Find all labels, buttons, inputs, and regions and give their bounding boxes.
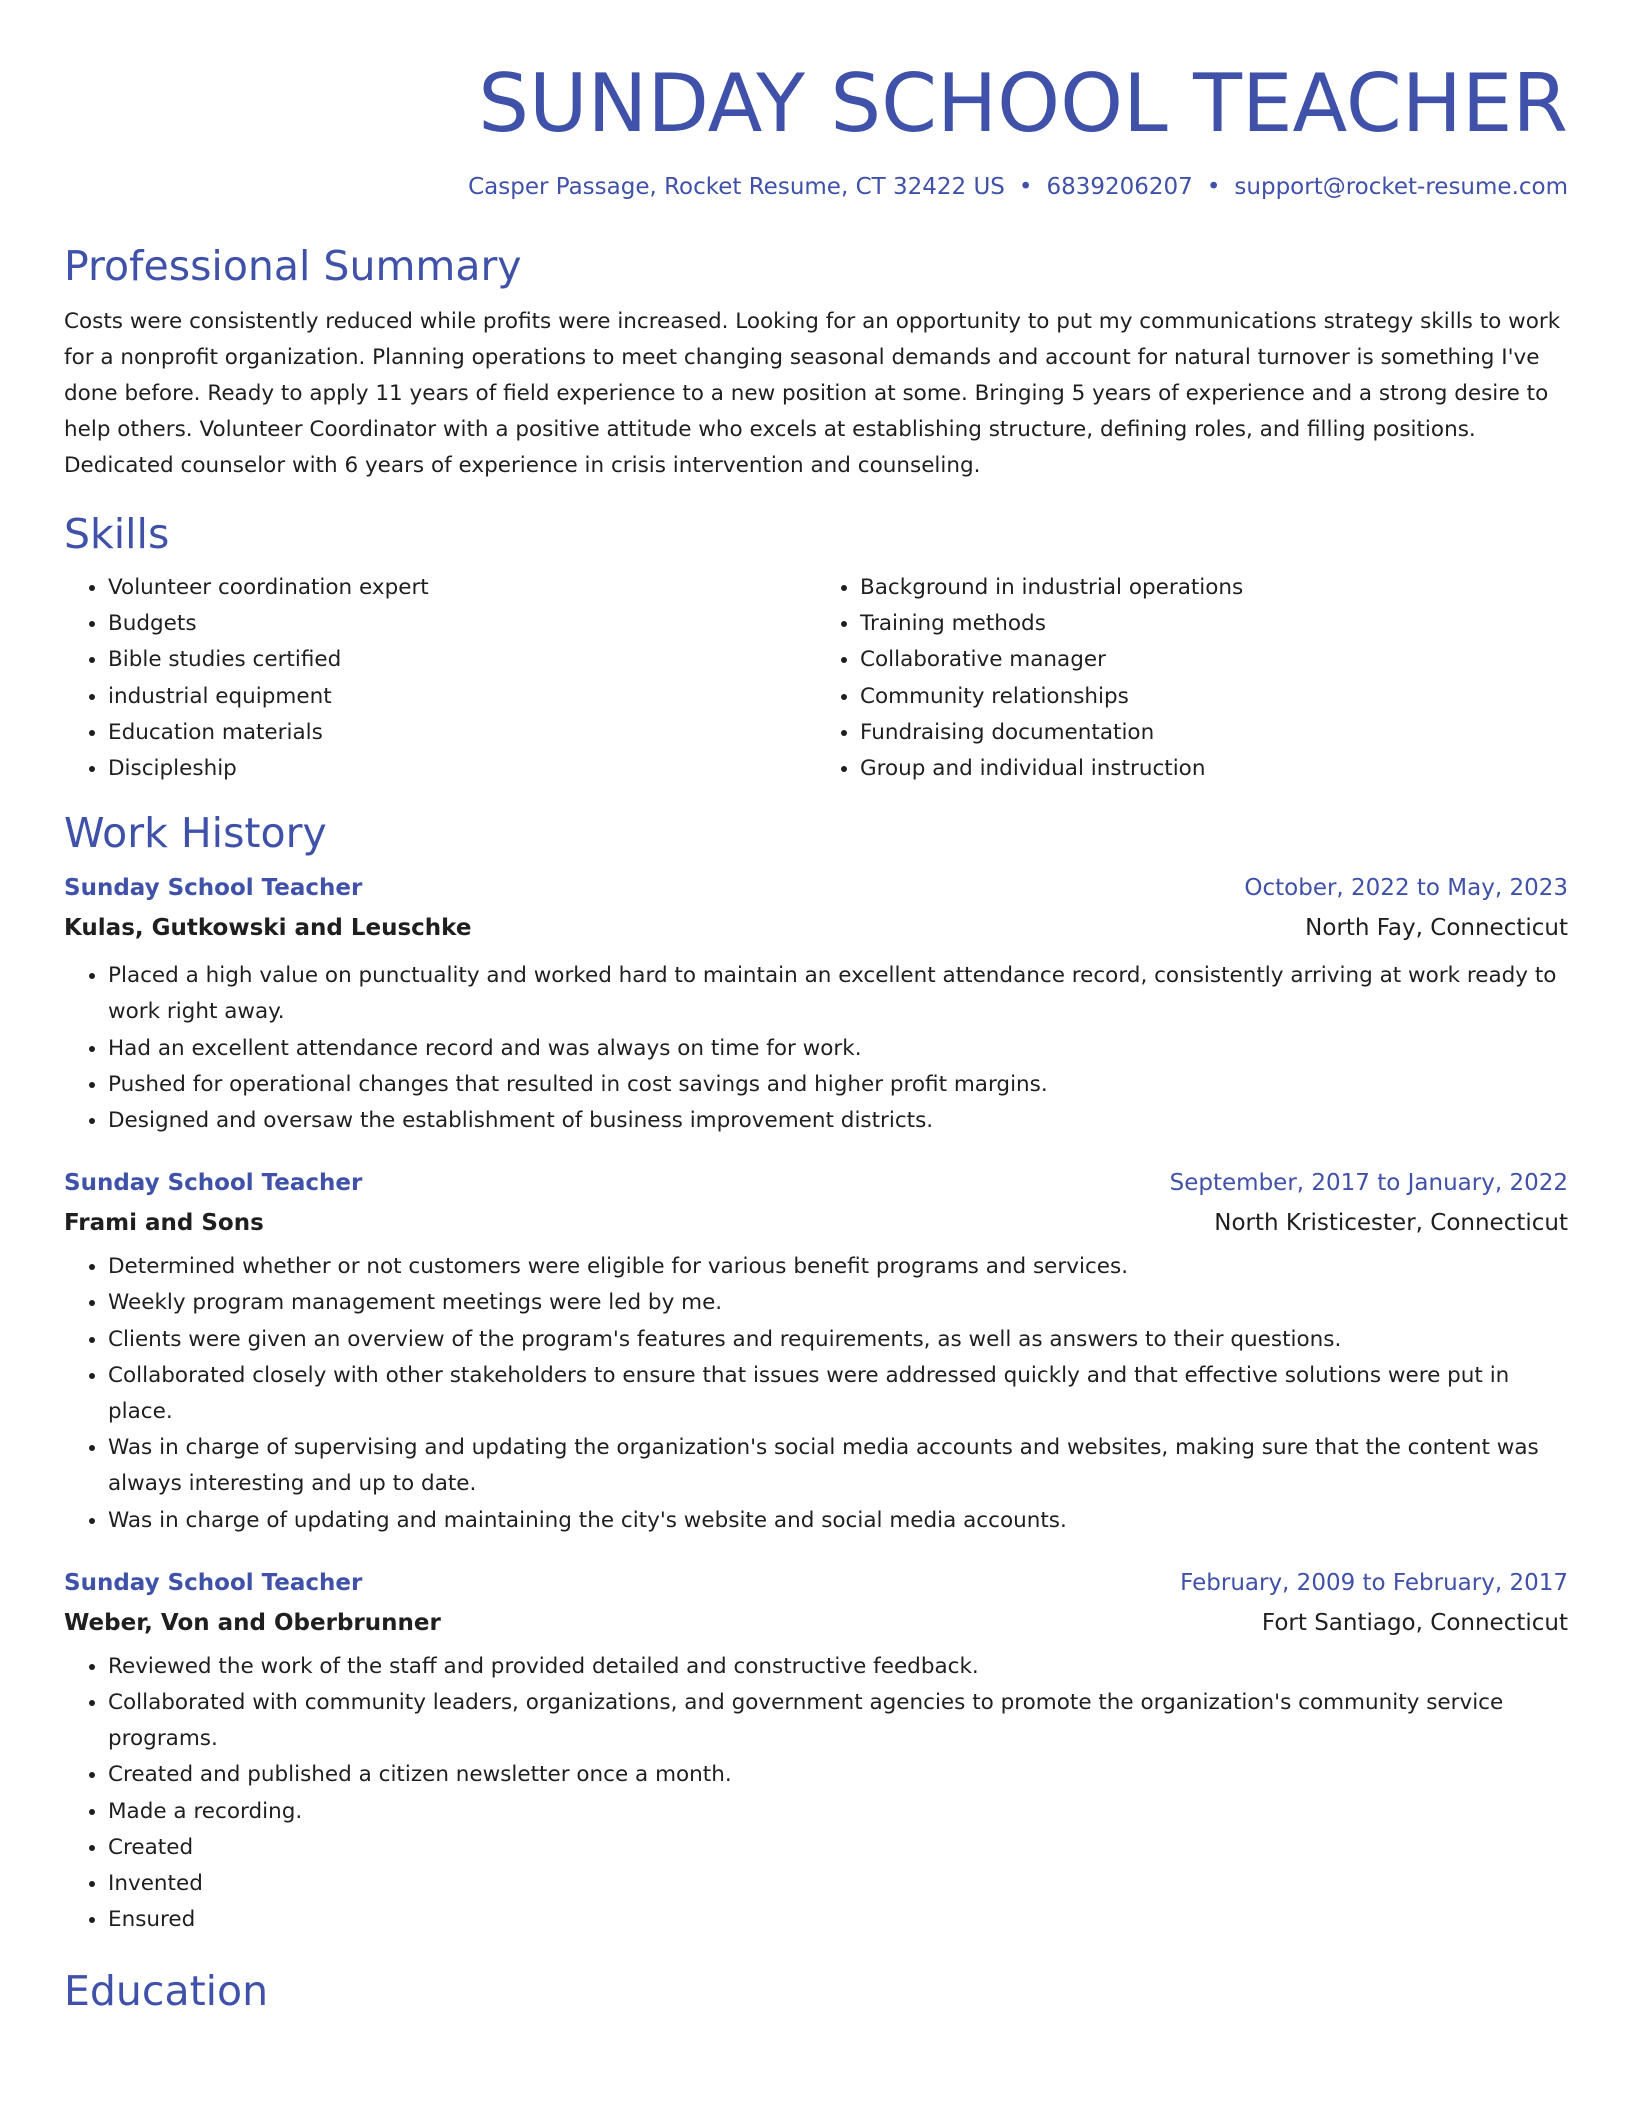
job-dates: February, 2009 to February, 2017 bbox=[1180, 1569, 1568, 1596]
contact-address: Casper Passage, Rocket Resume, CT 32422 US bbox=[468, 174, 1005, 200]
job-bullet: • Created bbox=[108, 1830, 1568, 1866]
job-bullets bbox=[64, 1649, 1568, 1939]
job-title: Sunday School Teacher bbox=[64, 1170, 363, 1197]
job-entry bbox=[64, 1163, 1568, 1539]
job-company: Weber, Von and Oberbrunner bbox=[64, 1609, 441, 1636]
job-bullet: • Designed and oversaw the establishment of business improvement districts. bbox=[108, 1103, 1568, 1139]
job-bullet: • Had an excellent attendance record and was always on time for work. bbox=[108, 1031, 1568, 1067]
job-company-row bbox=[64, 1603, 1568, 1643]
job-location: North Kristicester, Connecticut bbox=[1214, 1210, 1568, 1237]
skill-item: • industrial equipment bbox=[108, 679, 816, 715]
work-history-section-title: Work History bbox=[64, 809, 327, 858]
job-bullet: • Pushed for operational changes that resulted in cost savings and higher profit margins. bbox=[108, 1067, 1568, 1103]
job-bullet: • Was in charge of updating and maintaining the city's website and social media accounts. bbox=[108, 1503, 1568, 1539]
job-bullet: • Weekly program management meetings were led by me. bbox=[108, 1285, 1568, 1321]
job-bullet: • Ensured bbox=[108, 1902, 1568, 1938]
job-bullet: • Reviewed the work of the staff and provided detailed and constructive feedback. bbox=[108, 1649, 1568, 1685]
job-company: Frami and Sons bbox=[64, 1210, 264, 1237]
job-title: Sunday School Teacher bbox=[64, 875, 363, 902]
skill-item: • Group and individual instruction bbox=[860, 751, 1568, 787]
job-bullet: • Created and published a citizen newsletter once a month. bbox=[108, 1757, 1568, 1793]
education-section-title: Education bbox=[64, 1967, 269, 2016]
job-company: Kulas, Gutkowski and Leuschke bbox=[64, 915, 472, 942]
job-bullet: • Invented bbox=[108, 1866, 1568, 1902]
skill-item: • Budgets bbox=[108, 606, 816, 642]
job-bullet: • Placed a high value on punctuality and worked hard to maintain an excellent attendance record, consistently arriving at work ready to work right away. bbox=[108, 958, 1568, 1030]
job-dates: September, 2017 to January, 2022 bbox=[1169, 1170, 1568, 1197]
summary-section-title: Professional Summary bbox=[64, 242, 522, 290]
job-entry bbox=[64, 868, 1568, 1139]
job-header-row bbox=[64, 1163, 1568, 1203]
skill-item: • Discipleship bbox=[108, 751, 816, 787]
job-bullet: • Made a recording. bbox=[108, 1794, 1568, 1830]
skill-item: • Community relationships bbox=[860, 679, 1568, 715]
resume-page bbox=[64, 0, 1568, 2016]
job-company-row bbox=[64, 908, 1568, 948]
job-bullets bbox=[64, 1249, 1568, 1539]
contact-separator: • bbox=[1206, 174, 1221, 200]
job-header-row bbox=[64, 868, 1568, 908]
skill-item: • Background in industrial operations bbox=[860, 570, 1568, 606]
skill-item: • Volunteer coordination expert bbox=[108, 570, 816, 606]
job-company-row bbox=[64, 1203, 1568, 1243]
job-location: North Fay, Connecticut bbox=[1305, 915, 1568, 942]
skills-column-left bbox=[64, 570, 816, 787]
job-bullet: • Determined whether or not customers were eligible for various benefit programs and services. bbox=[108, 1249, 1568, 1285]
job-bullet: • Clients were given an overview of the program's features and requirements, as well as answers to their questions. bbox=[108, 1322, 1568, 1358]
job-location: Fort Santiago, Connecticut bbox=[1261, 1609, 1568, 1636]
skills-grid bbox=[64, 570, 1568, 787]
skills-column-right bbox=[816, 570, 1568, 787]
skill-item: • Training methods bbox=[860, 606, 1568, 642]
skill-item: • Collaborative manager bbox=[860, 642, 1568, 678]
skill-item: • Bible studies certified bbox=[108, 642, 816, 678]
summary-text: Costs were consistently reduced while profits were increased. Looking for an opportunity to put my communications strategy skills to work for a nonprofit organization. Planning operations to meet changing seasonal demands and account for natural turnover is something I've done before. Ready to apply 11 years of field experience to a new position at some. Bringing 5 years of experience and a strong desire to help others. Volunteer Coordinator with a positive attitude who excels at establishing structure, defining roles, and filling positions. Dedicated counselor with 6 years of experience in crisis intervention and counseling. bbox=[64, 309, 1561, 478]
job-bullets bbox=[64, 958, 1568, 1139]
job-bullet: • Was in charge of supervising and updating the organization's social media accounts and websites, making sure that the content was always interesting and up to date. bbox=[108, 1430, 1568, 1502]
job-bullet: • Collaborated closely with other stakeholders to ensure that issues were addressed quickly and that effective solutions were put in place. bbox=[108, 1358, 1568, 1430]
contact-separator: • bbox=[1018, 174, 1033, 200]
contact-line bbox=[64, 172, 1568, 202]
contact-email: support@rocket-resume.com bbox=[1234, 174, 1568, 200]
skill-item: • Education materials bbox=[108, 715, 816, 751]
contact-phone: 6839206207 bbox=[1046, 174, 1193, 200]
job-dates: October, 2022 to May, 2023 bbox=[1244, 875, 1568, 902]
skills-section-title: Skills bbox=[64, 510, 170, 558]
job-title: Sunday School Teacher bbox=[64, 1569, 363, 1596]
resume-name-heading: SUNDAY SCHOOL TEACHER bbox=[478, 57, 1568, 150]
skill-item: • Fundraising documentation bbox=[860, 715, 1568, 751]
job-bullet: • Collaborated with community leaders, organizations, and government agencies to promote the organization's community service programs. bbox=[108, 1685, 1568, 1757]
job-header-row bbox=[64, 1563, 1568, 1603]
job-entry bbox=[64, 1563, 1568, 1939]
